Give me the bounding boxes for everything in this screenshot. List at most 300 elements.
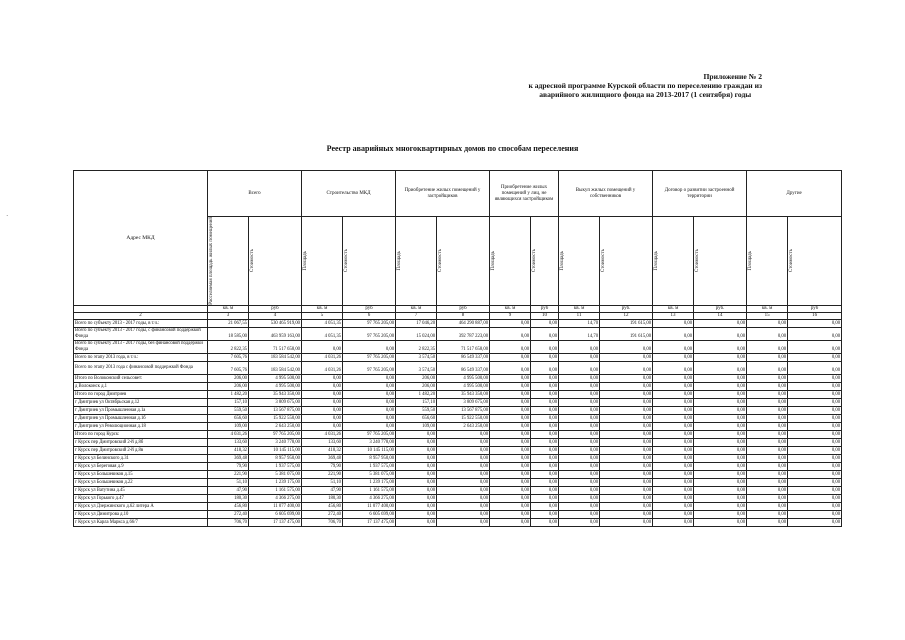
row-value: 0,00 [694,382,747,390]
row-value: 0,00 [747,502,788,510]
row-value: 0,00 [531,446,559,454]
row-value: 0,00 [600,486,653,494]
row-value: 0,00 [788,518,842,526]
row-value: 0,00 [396,510,437,518]
row-value: 4 051,35 [302,319,343,327]
row-value: 10 145 115,00 [249,446,302,454]
table-row [74,438,842,446]
row-value: 0,00 [788,510,842,518]
table-row [74,390,842,398]
row-value: 0,00 [490,353,531,361]
row-value: 0,00 [653,502,694,510]
row-value: 0,00 [396,438,437,446]
row-value: 5 381 075,00 [249,470,302,478]
row-value: 0,00 [600,422,653,430]
row-value: 0,00 [600,382,653,390]
row-value: 180,30 [302,494,343,502]
row-value: 0,00 [788,478,842,486]
row-value: 0,00 [600,470,653,478]
table-row [74,478,842,486]
row-value: 0,00 [653,430,694,438]
row-value: 464 290 887,00 [437,319,490,327]
row-address: г Курск ул Белинского д.31 [74,454,208,462]
row-value: 0,00 [343,382,396,390]
row-value: 17 137 475,00 [249,518,302,526]
row-value: 79,90 [208,462,249,470]
row-value: 0,00 [694,486,747,494]
row-value: 4 995 500,00 [249,382,302,390]
row-value: 706,70 [302,518,343,526]
row-value: 0,00 [600,353,653,361]
header-sub-cost: Стоимость [249,217,302,306]
row-address: Итого по Волоконский сельсовет: [74,374,208,382]
row-value: 0,00 [788,438,842,446]
row-value: 21 067,55 [208,319,249,327]
row-value: 0,00 [694,462,747,470]
row-value: 0,00 [437,438,490,446]
row-address: г Дмитриев ул Промышленная д.1а [74,406,208,414]
row-value: 0,00 [653,390,694,398]
row-value: 0,00 [653,374,694,382]
row-value: 392 787 223,00 [437,327,490,340]
row-value: 0,00 [559,470,600,478]
row-value: 0,00 [531,414,559,422]
row-value: 0,00 [747,361,788,374]
row-value: 0,00 [490,470,531,478]
row-value: 206,00 [396,382,437,390]
header-group-purchase-dev: Приобретение жилых помещений у застройщиков [396,171,490,217]
row-value: 0,00 [559,494,600,502]
unit-cell: руб [788,305,842,312]
header-sub-area: Площадь [653,217,694,306]
row-value: 8 957 950,00 [343,454,396,462]
row-value: 0,00 [343,414,396,422]
row-value: 0,00 [343,374,396,382]
row-value: 0,00 [302,340,343,353]
row-value: 0,00 [490,340,531,353]
units-cell-blank [74,305,208,312]
row-value: 0,00 [694,319,747,327]
header-group-total: Всего [208,171,302,217]
row-value: 559,50 [208,406,249,414]
header-group-purchase-other: Приобретение жилых помещений у лиц, не являющихся застройщиком [490,171,559,217]
row-value: 183 584 542,00 [249,361,302,374]
row-value: 0,00 [559,462,600,470]
row-value: 0,00 [747,390,788,398]
row-value: 0,00 [694,438,747,446]
table-row [74,454,842,462]
row-value: 3 240 778,00 [343,438,396,446]
row-value: 4 366 275,00 [343,494,396,502]
row-value: 11 077 400,00 [249,502,302,510]
unit-cell: кв. м [653,305,694,312]
row-value: 0,00 [788,414,842,422]
row-value: 3 809 675,00 [437,398,490,406]
row-value: 2 643 250,00 [437,422,490,430]
row-value: 3 574,50 [396,361,437,374]
table-row [74,319,842,327]
row-value: 463 959 163,00 [249,327,302,340]
row-value: 1 937 575,00 [343,462,396,470]
row-value: 0,00 [600,406,653,414]
row-value: 0,00 [600,454,653,462]
document-title: Реестр аварийных многоквартирных домов по способам переселения [326,144,579,153]
row-value: 0,00 [694,422,747,430]
row-address: г Курск пер Дмитровский 2-й д.8б [74,438,208,446]
row-value: 0,00 [490,406,531,414]
row-value: 0,00 [694,470,747,478]
row-value: 0,00 [490,327,531,340]
row-value: 157,10 [396,398,437,406]
header-address: Адрес МКД [74,171,208,306]
row-value: 0,00 [600,414,653,422]
row-value: 17 046,20 [396,319,437,327]
row-value: 0,00 [302,390,343,398]
row-value: 191 615,00 [600,319,653,327]
table-row [74,486,842,494]
unit-cell: кв. м [302,305,343,312]
row-value: 0,00 [788,422,842,430]
row-value: 0,00 [653,398,694,406]
row-value: 0,00 [600,374,653,382]
row-value: 15 922 550,00 [437,414,490,422]
row-value: 559,50 [396,406,437,414]
row-value: 0,00 [788,319,842,327]
header-sub-cost: Стоимость [531,217,559,306]
row-value: 0,00 [747,518,788,526]
row-value: 0,00 [694,478,747,486]
row-value: 0,00 [559,353,600,361]
row-value: 0,00 [747,478,788,486]
row-value: 2 822,35 [396,340,437,353]
row-value: 0,00 [531,454,559,462]
row-value: 0,00 [694,510,747,518]
row-value: 0,00 [531,398,559,406]
row-value: 0,00 [788,446,842,454]
row-value: 0,00 [600,398,653,406]
table-row [74,462,842,470]
row-value: 0,00 [600,361,653,374]
row-value: 1 482,20 [396,390,437,398]
table-row [74,361,842,374]
row-value: 656,60 [396,414,437,422]
row-address: Итого по город Дмитриев [74,390,208,398]
row-value: 0,00 [437,454,490,462]
row-value: 4 995 500,00 [249,374,302,382]
row-value: 0,00 [788,430,842,438]
row-value: 0,00 [531,510,559,518]
row-address: Всего по субъекту 2013 - 2017 годы, с финансовой поддержкой Фонда [74,327,208,340]
table-row [74,494,842,502]
row-value: 0,00 [302,422,343,430]
row-value: 0,00 [653,446,694,454]
row-value: 0,00 [437,518,490,526]
row-value: 0,00 [600,510,653,518]
row-address: г Курск ул Береговая д.9 [74,462,208,470]
row-value: 0,00 [747,470,788,478]
row-value: 0,00 [396,502,437,510]
column-number-cell: 6 [343,312,396,319]
row-value: 0,00 [343,390,396,398]
row-value: 0,00 [531,470,559,478]
row-address: г Курск ул Ватутина д.45 [74,486,208,494]
row-value: 0,00 [437,502,490,510]
header-sub-area: Площадь [396,217,437,306]
row-value: 4 031,26 [302,353,343,361]
row-value: 10 145 115,00 [343,446,396,454]
row-value: 0,00 [600,430,653,438]
row-value: 206,00 [396,374,437,382]
margin-mark: · [6,212,9,220]
row-value: 0,00 [747,340,788,353]
row-value: 0,00 [559,390,600,398]
row-value: 0,00 [490,398,531,406]
row-value: 0,00 [559,446,600,454]
row-value: 4 366 275,00 [249,494,302,502]
row-value: 0,00 [531,382,559,390]
row-value: 1 937 575,00 [249,462,302,470]
row-value: 0,00 [694,502,747,510]
row-value: 272,40 [208,510,249,518]
row-value: 0,00 [396,470,437,478]
row-value: 97 765 205,00 [343,353,396,361]
row-value: 0,00 [490,462,531,470]
row-value: 0,00 [437,462,490,470]
row-value: 3 809 675,00 [249,398,302,406]
row-value: 0,00 [531,478,559,486]
table-row [74,446,842,454]
table-row [74,502,842,510]
row-value: 86 549 337,00 [437,353,490,361]
row-value: 0,00 [437,470,490,478]
row-value: 0,00 [531,494,559,502]
row-value: 0,00 [559,518,600,526]
row-value: 0,00 [747,494,788,502]
row-value: 0,00 [559,478,600,486]
row-value: 0,00 [694,327,747,340]
row-value: 183 584 542,00 [249,353,302,361]
table-row [74,340,842,353]
units-row [74,305,842,312]
row-value: 0,00 [653,361,694,374]
row-value: 0,00 [788,382,842,390]
row-value: 6 605 699,00 [343,510,396,518]
row-value: 14,70 [559,319,600,327]
column-numbers-row [74,312,842,319]
row-value: 0,00 [788,462,842,470]
row-value: 418,32 [302,446,343,454]
row-value: 7 605,76 [208,353,249,361]
unit-cell: кв. м [747,305,788,312]
row-value: 0,00 [302,398,343,406]
header-sub-cost: Стоимость [343,217,396,306]
row-value: 0,00 [302,374,343,382]
appendix-block [528,72,762,99]
row-value: 0,00 [747,398,788,406]
row-value: 0,00 [490,502,531,510]
row-value: 369,48 [208,454,249,462]
row-value: 0,00 [747,406,788,414]
row-value: 0,00 [559,486,600,494]
row-value: 0,00 [559,374,600,382]
row-value: 97 765 205,00 [343,361,396,374]
row-value: 0,00 [747,462,788,470]
row-value: 0,00 [490,414,531,422]
row-value: 0,00 [788,398,842,406]
column-number-cell: 7 [396,312,437,319]
unit-cell: руб [249,305,302,312]
row-value: 5 381 075,00 [343,470,396,478]
row-value: 0,00 [747,454,788,462]
row-value: 0,00 [531,340,559,353]
row-value: 6 605 699,00 [249,510,302,518]
row-value: 0,00 [788,361,842,374]
row-value: 0,00 [490,486,531,494]
table-row [74,382,842,390]
row-value: 4 995 500,00 [437,374,490,382]
row-value: 0,00 [343,422,396,430]
unit-cell: руб [437,305,490,312]
row-value: 0,00 [694,414,747,422]
unit-cell: кв. м [208,305,249,312]
row-address: г Дмитриев ул Промышленная д.1б [74,414,208,422]
header-group-other: Другие [747,171,842,217]
row-value: 0,00 [694,340,747,353]
table-row [74,374,842,382]
row-value: 0,00 [747,486,788,494]
table-body [74,319,842,526]
table-row [74,327,842,340]
row-value: 0,00 [490,494,531,502]
row-value: 133,60 [208,438,249,446]
row-value: 0,00 [653,494,694,502]
row-value: 0,00 [788,502,842,510]
row-value: 0,00 [531,327,559,340]
row-value: 47,90 [302,486,343,494]
row-value: 79,90 [302,462,343,470]
row-value: 0,00 [694,430,747,438]
header-group-territory: Договор о развитии застроенной территории [653,171,747,217]
row-value: 0,00 [653,462,694,470]
row-value: 0,00 [694,454,747,462]
row-value: 0,00 [343,398,396,406]
row-value: 0,00 [694,390,747,398]
row-value: 0,00 [343,406,396,414]
row-value: 0,00 [531,462,559,470]
row-value: 0,00 [559,502,600,510]
row-value: 0,00 [788,327,842,340]
row-value: 0,00 [694,374,747,382]
row-value: 7 605,76 [208,361,249,374]
row-value: 0,00 [490,518,531,526]
row-value: 109,00 [208,422,249,430]
row-value: 13 567 875,00 [437,406,490,414]
row-value: 0,00 [600,518,653,526]
row-value: 0,00 [788,374,842,382]
row-value: 206,00 [208,382,249,390]
row-value: 0,00 [747,422,788,430]
row-value: 0,00 [531,390,559,398]
row-value: 0,00 [531,502,559,510]
table-row [74,398,842,406]
column-number-cell: 16 [788,312,842,319]
row-value: 0,00 [747,430,788,438]
header-sub-area: Площадь [559,217,600,306]
row-address: г Курск ул Дзержинского д.62 литера А [74,502,208,510]
row-value: 1 161 575,00 [249,486,302,494]
column-number-cell: 11 [559,312,600,319]
table-row [74,422,842,430]
row-value: 0,00 [531,319,559,327]
row-value: 0,00 [437,494,490,502]
row-value: 191 615,00 [600,327,653,340]
row-address: г Курск ул Карла Маркса д.66/7 [74,518,208,526]
row-value: 0,00 [490,446,531,454]
row-value: 8 957 950,00 [249,454,302,462]
row-value: 1 482,20 [208,390,249,398]
row-value: 0,00 [302,406,343,414]
row-value: 51,10 [208,478,249,486]
row-value: 3 574,50 [396,353,437,361]
row-value: 0,00 [531,353,559,361]
row-value: 456,80 [208,502,249,510]
header-sub-area: Площадь [490,217,531,306]
row-value: 0,00 [788,390,842,398]
row-value: 0,00 [396,494,437,502]
row-value: 11 077 400,00 [343,502,396,510]
column-number-cell: 15 [747,312,788,319]
row-value: 0,00 [490,319,531,327]
row-value: 1 161 575,00 [343,486,396,494]
row-value: 0,00 [600,462,653,470]
row-value: 706,70 [208,518,249,526]
table-row [74,406,842,414]
row-value: 133,60 [302,438,343,446]
row-value: 97 765 205,00 [343,430,396,438]
row-value: 0,00 [600,502,653,510]
column-number-cell: 12 [600,312,653,319]
header-sub-cost: Стоимость [694,217,747,306]
unit-cell: руб. [600,305,653,312]
row-value: 369,48 [302,454,343,462]
row-value: 0,00 [343,340,396,353]
row-value: 0,00 [559,406,600,414]
row-value: 0,00 [490,390,531,398]
table-row [74,470,842,478]
row-value: 0,00 [437,510,490,518]
row-address: г Дмитриев ул Революционная д.18 [74,422,208,430]
row-value: 0,00 [396,454,437,462]
row-value: 15 922 550,00 [249,414,302,422]
row-value: 418,32 [208,446,249,454]
row-value: 0,00 [653,319,694,327]
row-value: 0,00 [747,327,788,340]
row-value: 0,00 [694,406,747,414]
unit-cell: кв. м [490,305,531,312]
row-address: Всего по субъекту 2013 - 2017 годы, в т.ч.: [74,319,208,327]
row-value: 0,00 [437,486,490,494]
row-value: 0,00 [653,340,694,353]
row-value: 0,00 [531,486,559,494]
header-group-construction: Строительство МКД [302,171,396,217]
row-value: 0,00 [302,414,343,422]
table-row [74,430,842,438]
row-value: 0,00 [490,454,531,462]
row-value: 0,00 [653,486,694,494]
row-value: 0,00 [531,438,559,446]
column-number-cell: 2 [74,312,208,319]
row-value: 0,00 [788,454,842,462]
